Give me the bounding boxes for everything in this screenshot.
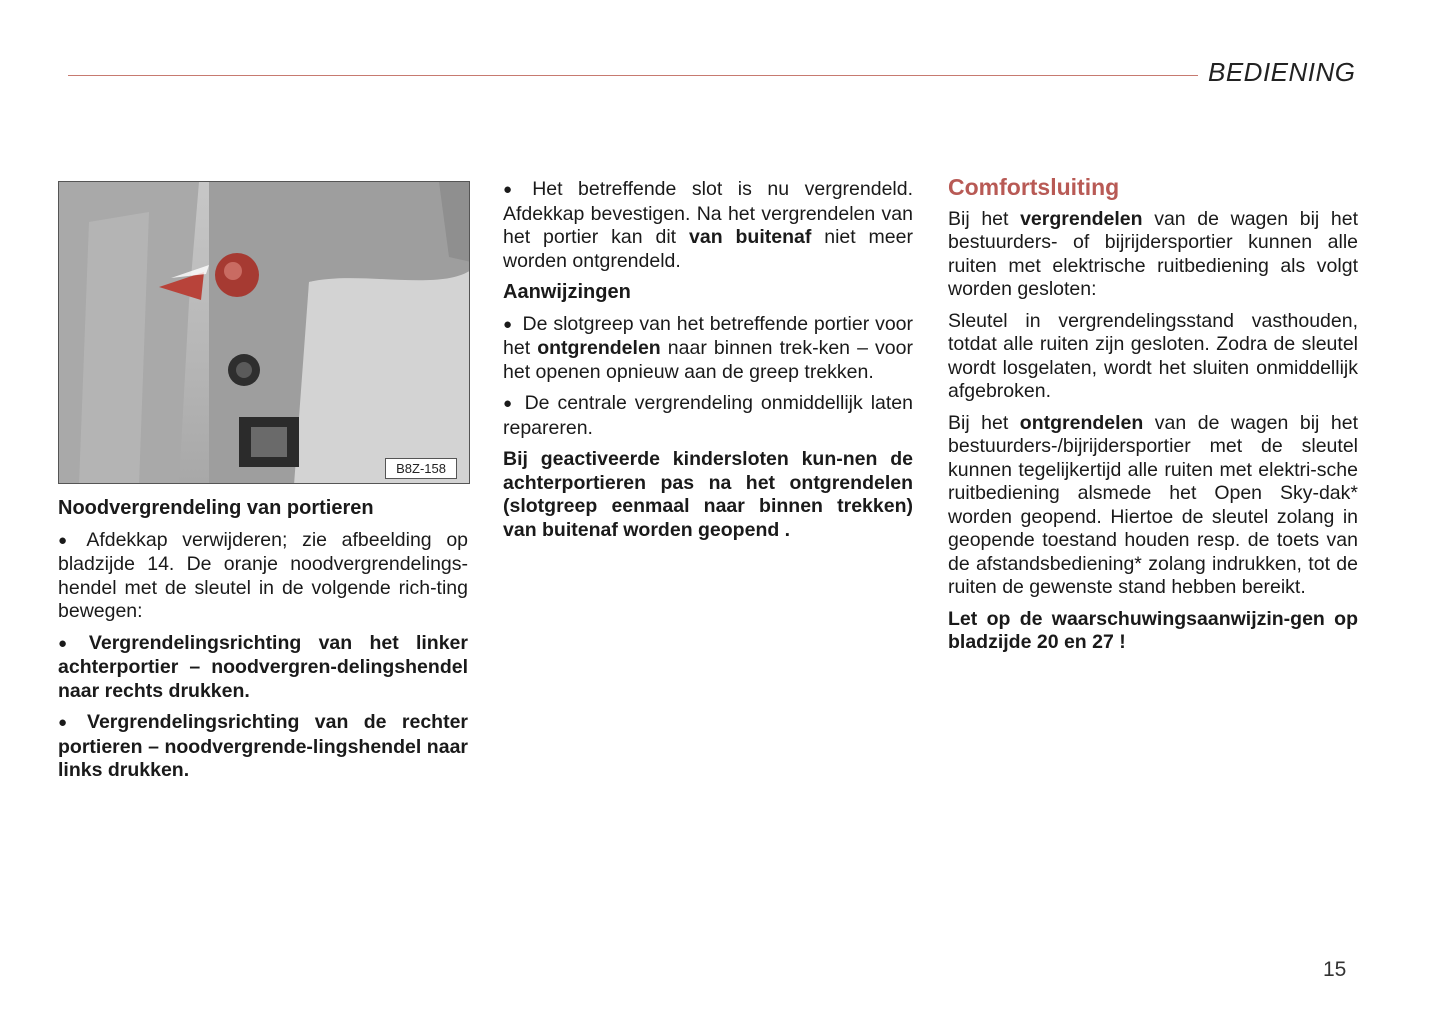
middle-paragraph-2: ● De slotgreep van het betreffende portier voor het ontgrendelen naar binnen trek-ken – voor het openen opnieuw aan de greep trekken. (503, 313, 913, 385)
right-column (948, 176, 1358, 663)
middle-column (503, 178, 913, 550)
left-heading: Noodvergrendeling van portieren (58, 497, 374, 519)
door-lock-photo (58, 181, 470, 484)
right-heading: Comfortsluiting (948, 174, 1120, 200)
middle-warning: Bij geactiveerde kindersloten kun-nen de achterportieren pas na het ontgrendelen (slotgreep eenmaal naar binnen trekken) van buitenaf worden geopend . (503, 448, 913, 541)
right-paragraph-1: Bij het vergrendelen van de wagen bij het bestuurders- of bijrijdersportier kunnen alle ruiten met elektrische ruitbediening als volgt worden gesloten: (948, 207, 1358, 300)
door-lock-illustration (59, 182, 470, 484)
page-number: 15 (1323, 958, 1347, 981)
right-paragraph-3: Bij het ontgrendelen van de wagen bij het bestuurders-/bijrijdersportier met de sleutel kunnen tegelijkertijd alle ruiten met elektri-sche ruitbediening alsmede het Open Sky-dak* worden geopend. Hiertoe de sleutel zolang in geopende toestand houden resp. de toets van de afstandsbediening* zolang indrukken, tot de ruiten de gewenste stand hebben bereikt. (948, 411, 1358, 598)
left-paragraph-1: ● Afdekkap verwijderen; zie afbeelding op bladzijde 14. De oranje noodvergrendelings-hendel met de sleutel in de volgende rich-ting bewegen: (58, 529, 468, 624)
left-bullet-3: ● Vergrendelingsrichting van de rechter portieren – noodvergrende-lingshendel naar links drukken. (58, 711, 468, 783)
section-title: BEDIENING (1208, 57, 1356, 87)
right-warning: Let op de waarschuwingsaanwijzin-gen op bladzijde 20 en 27 ! (948, 607, 1358, 653)
middle-paragraph-1: ● Het betreffende slot is nu vergrendeld. Afdekkap bevestigen. Na het vergrendelen van het portier kan dit van buitenaf niet meer worden ontgrendeld. (503, 178, 913, 273)
left-bullet-2: ● Vergrendelingsrichting van het linker achterportier – noodvergren-delingshendel naar rechts drukken. (58, 632, 468, 704)
right-paragraph-2: Sleutel in vergrendelingsstand vasthouden, totdat alle ruiten zijn gesloten. Zodra de sleutel wordt losgelaten, wordt het sluiten onmiddellijk afgebroken. (948, 309, 1358, 402)
middle-heading: Aanwijzingen (503, 281, 631, 303)
left-column (58, 497, 468, 791)
middle-paragraph-3: ● De centrale vergrendeling onmiddellijk laten repareren. (503, 392, 913, 440)
header-rule (68, 75, 1198, 76)
figure-label: B8Z-158 (385, 458, 457, 479)
